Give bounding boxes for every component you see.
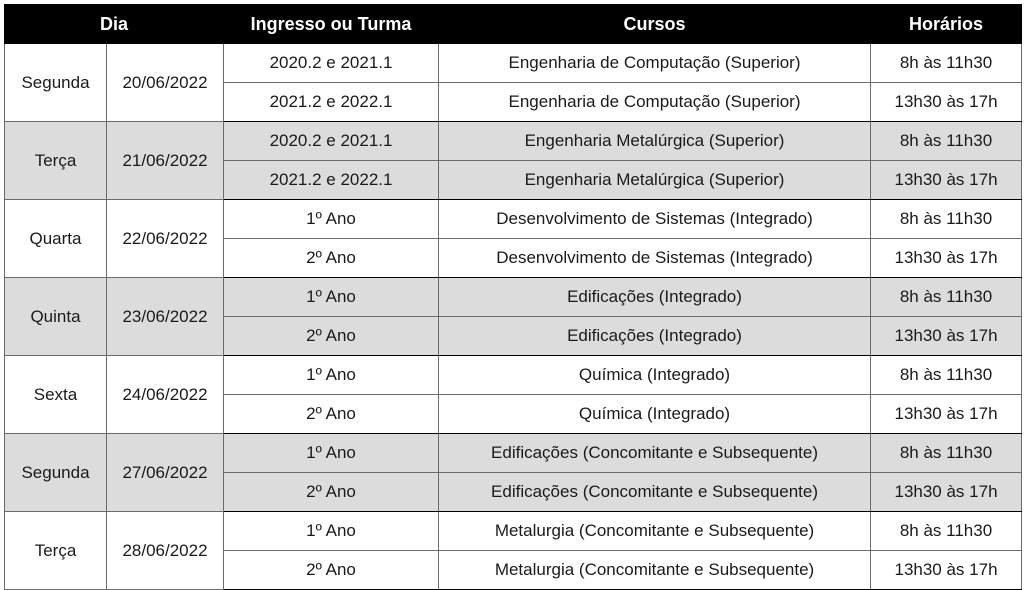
hours-cell: 13h30 às 17h: [871, 83, 1022, 122]
hours-cell: 13h30 às 17h: [871, 473, 1022, 512]
hours-cell: 8h às 11h30: [871, 512, 1022, 551]
weekday-cell: Terça: [5, 512, 107, 590]
table-row: [5, 44, 1022, 83]
header-class: Ingresso ou Turma: [224, 5, 439, 44]
table-row: [5, 434, 1022, 473]
date-cell: 27/06/2022: [107, 434, 224, 512]
course-cell: Engenharia de Computação (Superior): [439, 83, 871, 122]
class-cell: 2º Ano: [224, 317, 439, 356]
course-cell: Engenharia de Computação (Superior): [439, 44, 871, 83]
class-cell: 1º Ano: [224, 434, 439, 473]
hours-cell: 13h30 às 17h: [871, 239, 1022, 278]
hours-cell: 8h às 11h30: [871, 356, 1022, 395]
class-cell: 2º Ano: [224, 551, 439, 590]
table-row: [5, 122, 1022, 161]
hours-cell: 8h às 11h30: [871, 200, 1022, 239]
weekday-cell: Quinta: [5, 278, 107, 356]
course-cell: Desenvolvimento de Sistemas (Integrado): [439, 239, 871, 278]
course-cell: Edificações (Integrado): [439, 278, 871, 317]
course-cell: Edificações (Concomitante e Subsequente): [439, 473, 871, 512]
class-cell: 2021.2 e 2022.1: [224, 83, 439, 122]
weekday-cell: Quarta: [5, 200, 107, 278]
course-cell: Metalurgia (Concomitante e Subsequente): [439, 512, 871, 551]
table-row: [5, 278, 1022, 317]
header-row: [5, 5, 1022, 44]
course-cell: Metalurgia (Concomitante e Subsequente): [439, 551, 871, 590]
class-cell: 2021.2 e 2022.1: [224, 161, 439, 200]
class-cell: 1º Ano: [224, 356, 439, 395]
course-cell: Química (Integrado): [439, 395, 871, 434]
header-course: Cursos: [439, 5, 871, 44]
date-cell: 20/06/2022: [107, 44, 224, 122]
class-cell: 1º Ano: [224, 278, 439, 317]
weekday-cell: Terça: [5, 122, 107, 200]
date-cell: 24/06/2022: [107, 356, 224, 434]
hours-cell: 8h às 11h30: [871, 278, 1022, 317]
date-cell: 21/06/2022: [107, 122, 224, 200]
class-cell: 1º Ano: [224, 512, 439, 551]
class-cell: 2º Ano: [224, 239, 439, 278]
course-cell: Edificações (Concomitante e Subsequente): [439, 434, 871, 473]
weekday-cell: Sexta: [5, 356, 107, 434]
course-cell: Química (Integrado): [439, 356, 871, 395]
class-cell: 2º Ano: [224, 395, 439, 434]
class-cell: 1º Ano: [224, 200, 439, 239]
table-row: [5, 356, 1022, 395]
hours-cell: 8h às 11h30: [871, 44, 1022, 83]
hours-cell: 13h30 às 17h: [871, 551, 1022, 590]
weekday-cell: Segunda: [5, 44, 107, 122]
hours-cell: 13h30 às 17h: [871, 161, 1022, 200]
table-row: [5, 512, 1022, 551]
header-day: Dia: [5, 5, 224, 44]
hours-cell: 13h30 às 17h: [871, 317, 1022, 356]
hours-cell: 8h às 11h30: [871, 122, 1022, 161]
class-cell: 2020.2 e 2021.1: [224, 44, 439, 83]
date-cell: 22/06/2022: [107, 200, 224, 278]
course-cell: Engenharia Metalúrgica (Superior): [439, 122, 871, 161]
table-row: [5, 200, 1022, 239]
schedule-table: [4, 4, 1022, 590]
schedule-body: [5, 44, 1022, 590]
hours-cell: 13h30 às 17h: [871, 395, 1022, 434]
header-hours: Horários: [871, 5, 1022, 44]
class-cell: 2020.2 e 2021.1: [224, 122, 439, 161]
date-cell: 23/06/2022: [107, 278, 224, 356]
weekday-cell: Segunda: [5, 434, 107, 512]
class-cell: 2º Ano: [224, 473, 439, 512]
course-cell: Edificações (Integrado): [439, 317, 871, 356]
course-cell: Engenharia Metalúrgica (Superior): [439, 161, 871, 200]
course-cell: Desenvolvimento de Sistemas (Integrado): [439, 200, 871, 239]
date-cell: 28/06/2022: [107, 512, 224, 590]
hours-cell: 8h às 11h30: [871, 434, 1022, 473]
